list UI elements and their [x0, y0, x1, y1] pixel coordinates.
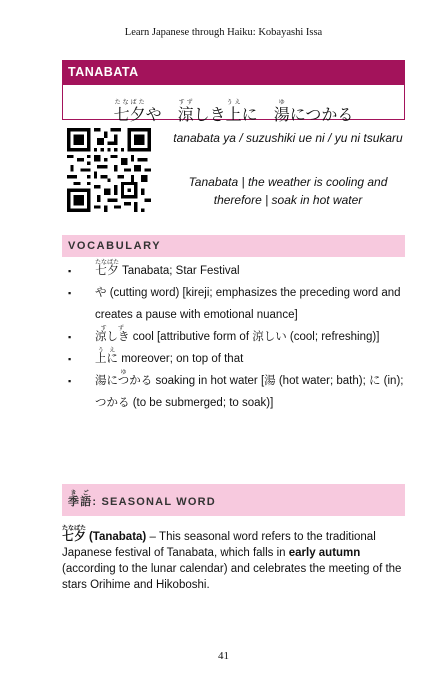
vocab-definition: Tanabata; Star Festival [118, 265, 240, 277]
seasonal-heading-text: : SEASONAL WORD [92, 496, 216, 508]
english-translation: Tanabata | the weather is cooling and therefore | soak in hot water [188, 175, 388, 207]
vocab-definition: (cutting word) [kireji; emphasizes the preceding word and creates a pause with emotional nuance] [95, 287, 401, 321]
qr-code [67, 128, 151, 212]
vocab-term: ▪ 涼しきすず [95, 326, 130, 343]
haiku-text [63, 99, 404, 123]
haiku-kana: や [145, 105, 178, 124]
seasonal-emphasis: early autumn [288, 547, 361, 559]
vocab-item [68, 370, 404, 414]
seasonal-text-part: – This seasonal word refers to the traditional Japanese festival of Tanabata, which falls in [62, 531, 376, 559]
haiku-box [62, 84, 405, 124]
haiku-kana: しき [193, 105, 226, 124]
vocab-term: ▪ 七夕たなばた [95, 260, 120, 277]
vocab-item [68, 348, 404, 370]
seasonal-word-heading [62, 484, 405, 516]
haiku-kana: に [241, 105, 274, 124]
romaji-reading: tanabata ya / suzushiki ue ni / yu ni tsukaru [173, 131, 403, 145]
vocab-item [68, 326, 404, 348]
seasonal-word-description [62, 526, 405, 593]
running-header: Learn Japanese through Haiku: Kobayashi Issa [124, 27, 323, 38]
vocabulary-list [68, 260, 404, 414]
vocab-term: ▪ 上にうえ [95, 348, 118, 365]
vocab-definition: moreover; on top of that [118, 353, 244, 365]
vocab-definition: cool [attributive form of 涼しい (cool; refreshing)] [129, 331, 380, 343]
vocab-item [68, 282, 404, 326]
haiku-kanji: 涼すず [177, 99, 194, 124]
kigo-kanji: 季語きご [68, 491, 93, 508]
vocab-term: や [95, 287, 107, 299]
vocab-term: ▪ 湯につかるゆ [95, 370, 153, 387]
page-number: 41 [218, 650, 229, 662]
haiku-kanji: 上うえ [225, 99, 242, 124]
haiku-title-bar: TANABATA [62, 60, 405, 84]
vocabulary-heading: VOCABULARY [62, 235, 405, 257]
vocab-item [68, 260, 404, 282]
haiku-kanji: 湯ゆ [273, 99, 290, 124]
haiku-kanji: 七夕たなばた [113, 99, 146, 124]
seasonal-term: 七夕たなばた (Tanabata) [62, 526, 147, 543]
haiku-kana: につかる [289, 105, 354, 124]
vocab-definition: soaking in hot water [湯 (hot water; bath); に (in); つかる (to be submerged; to soak)] [95, 375, 404, 409]
seasonal-text-part: (according to the lunar calendar) and celebrates the meeting of the stars Orihime and Hikoboshi. [62, 563, 402, 591]
